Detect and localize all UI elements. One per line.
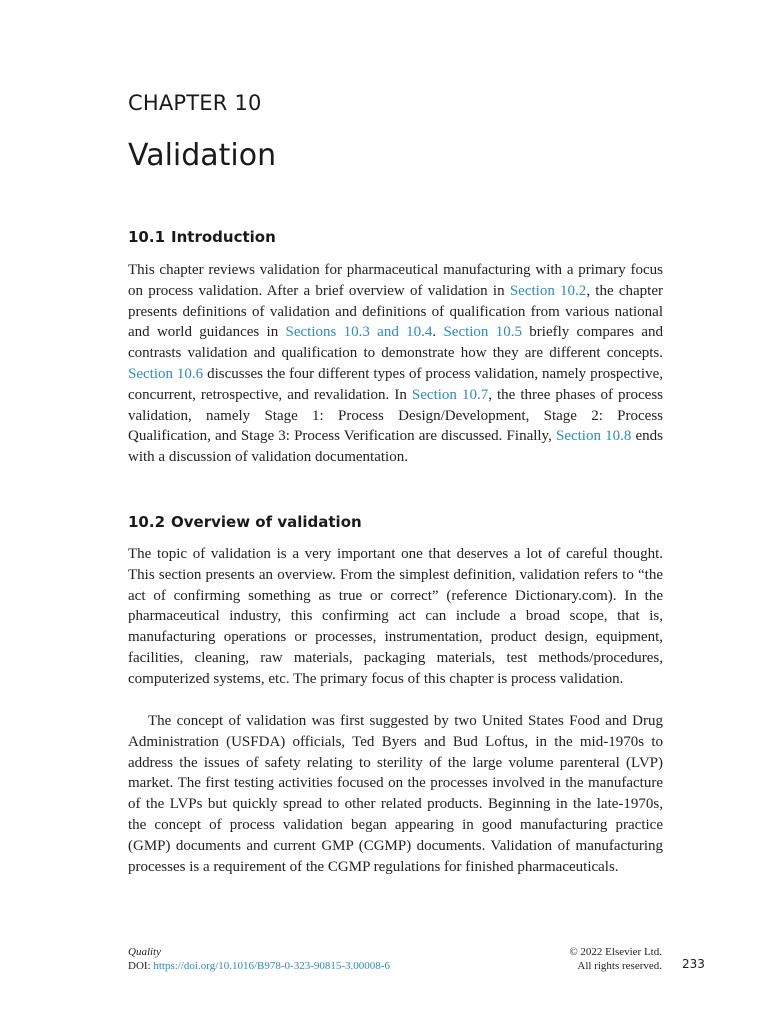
chapter-title: Validation xyxy=(128,138,277,173)
text-run: , the chapter presents definitions of validation and definitions of qualification from various national and world guidances in xyxy=(128,282,663,341)
link-section-10-6[interactable]: Section 10.6 xyxy=(128,365,204,382)
footer-copyright xyxy=(569,945,662,973)
doi-line xyxy=(128,959,390,973)
link-section-10-5[interactable]: Section 10.5 xyxy=(443,324,522,341)
text-run: briefly compares and contrasts validation and qualification to demonstrate how they are different concepts. xyxy=(128,324,663,362)
doi-link[interactable]: https://doi.org/10.1016/B978-0-323-90815-3.00008-6 xyxy=(153,960,390,972)
text-run: This chapter reviews validation for pharmaceutical manufacturing with a primary focus on process validation. After a brief overview of validation in xyxy=(128,262,663,299)
link-section-10-7[interactable]: Section 10.7 xyxy=(411,386,489,403)
chapter-label: CHAPTER 10 xyxy=(128,91,262,115)
link-sections-10-3-10-4[interactable]: Sections 10.3 and 10.4 xyxy=(285,324,433,341)
footer-citation xyxy=(128,945,390,973)
introduction-paragraph xyxy=(128,260,663,468)
journal-name: Quality xyxy=(128,946,161,958)
overview-paragraph-2: The concept of validation was first suggested by two United States Food and Drug Administration (USFDA) officials, Ted Byers and Bud Loftus, in the mid-1970s to address the issues of safety relating to sterility of the large volume parenteral (LVP) market. The first testing activities focused on the processes involved in the manufacture of the LVPs but quickly spread to other related products. Beginning in the late-1970s, the concept of process validation began appearing in good manufacturing practice (GMP) documents and current GMP (CGMP) documents. Validation of manufacturing processes is a requirement of the CGMP regulations for finished pharmaceuticals. xyxy=(128,713,663,875)
section-title: Overview of validation xyxy=(171,513,362,531)
overview-paragraph-1: The topic of validation is a very important one that deserves a lot of careful thought. This section presents an overview. From the simplest definition, validation refers to “the act of confirming something as true or correct” (reference Dictionary.com). In the pharmaceutical industry, this confirming act can include a broad scope, that is, manufacturing operations or processes, instrumentation, product design, equipment, facilities, cleaning, raw materials, packaging materials, test methods/procedures, computerized systems, etc. The primary focus of this chapter is process validation. xyxy=(128,546,663,687)
text-run: ends with a discussion of validation documentation. xyxy=(128,428,664,466)
link-section-10-2[interactable]: Section 10.2 xyxy=(509,282,587,299)
rights-line: All rights reserved. xyxy=(577,960,662,972)
text-run: discusses the four different types of process validation, namely prospective, concurrent, retrospective, and revalidation. In xyxy=(128,365,663,403)
page-number: 233 xyxy=(682,957,705,971)
copyright-line: © 2022 Elsevier Ltd. xyxy=(569,946,662,958)
doi-label: DOI: xyxy=(128,960,154,972)
section-heading-overview xyxy=(128,513,362,531)
section-number: 10.2 xyxy=(128,513,166,531)
section-heading-introduction xyxy=(128,228,276,246)
text-run: , the three phases of process validation, namely Stage 1: Process Design/Development, Stage 2: Process Qualification, and Stage 3: Process Verification are discussed. Finally, xyxy=(128,386,663,445)
section-number: 10.1 xyxy=(128,228,166,246)
link-section-10-8[interactable]: Section 10.8 xyxy=(555,428,632,445)
text-run: . xyxy=(432,324,444,341)
section-title: Introduction xyxy=(171,228,276,246)
